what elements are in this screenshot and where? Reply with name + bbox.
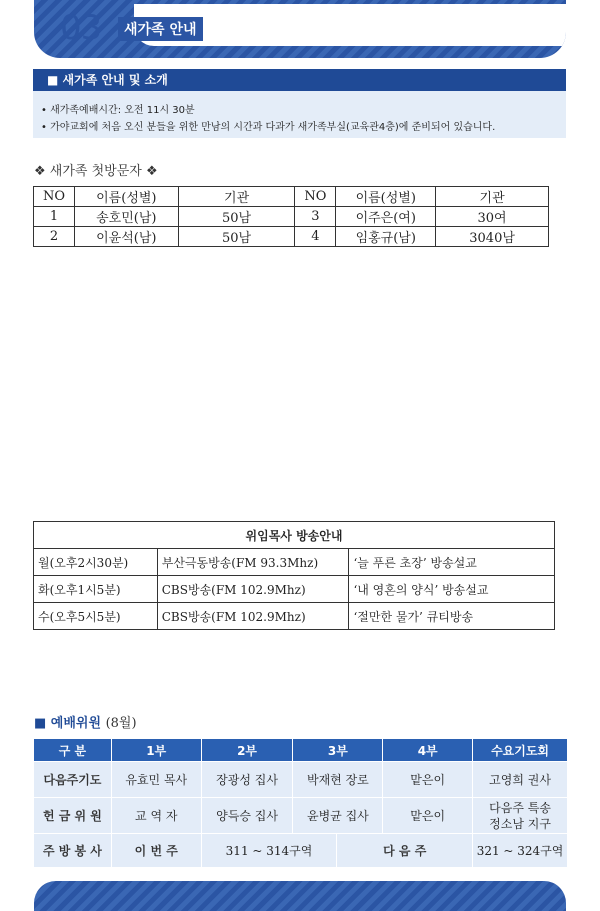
- broadcast-table: [33, 521, 555, 630]
- table-row: [34, 549, 555, 576]
- cell: 수(오후5시5분): [34, 603, 158, 630]
- table-row: [34, 227, 549, 247]
- section-title: 새가족 안내: [118, 17, 203, 41]
- ushers-title: [34, 712, 137, 731]
- cell: 장광성 집사: [201, 762, 293, 798]
- info-line-welcome: • 가야교회에 처음 오신 분들을 위한 만남의 시간과 다과가 새가족부실(교육관4층)에 준비되어 있습니다.: [41, 122, 496, 133]
- this-week-range: 311 ~ 314구역: [201, 834, 337, 868]
- header-cell: 이름(성별): [336, 187, 436, 207]
- cell: 이윤석(남): [74, 227, 178, 247]
- cell: 송호민(남): [74, 207, 178, 227]
- cell: 맡은이: [383, 762, 473, 798]
- cell: 50남: [178, 207, 295, 227]
- next-week-label: 다 음 주: [337, 834, 473, 868]
- cell: 교 역 자: [111, 798, 201, 834]
- table-header-row: [34, 187, 549, 207]
- cell: 4: [295, 227, 336, 247]
- cell: 부산극동방송(FM 93.3Mhz): [157, 549, 349, 576]
- cell: 2: [34, 227, 75, 247]
- next-week-range: 321 ~ 324구역: [473, 834, 568, 868]
- cell: 3040남: [436, 227, 549, 247]
- header-cell: 1부: [111, 739, 201, 762]
- row-label: 주 방 봉 사: [34, 834, 112, 868]
- header-cell: 3부: [293, 739, 383, 762]
- table-row: [34, 603, 555, 630]
- cell: 30여: [436, 207, 549, 227]
- header-cell: 기관: [178, 187, 295, 207]
- header-cell: 기관: [436, 187, 549, 207]
- header-cell: 4부: [383, 739, 473, 762]
- header-cell: 수요기도회: [473, 739, 568, 762]
- ushers-month: (8월): [105, 716, 137, 731]
- cell: CBS방송(FM 102.9Mhz): [157, 576, 349, 603]
- header-cell: 이름(성별): [74, 187, 178, 207]
- header-cell: 구 분: [34, 739, 112, 762]
- cell: 박재현 장로: [293, 762, 383, 798]
- table-row: [34, 576, 555, 603]
- cell: 고영희 권사: [473, 762, 568, 798]
- cell: 다음주 특송 정소남 지구: [473, 798, 568, 834]
- cell: 임홍규(남): [336, 227, 436, 247]
- table-header-row: [34, 739, 568, 762]
- cell: 맡은이: [383, 798, 473, 834]
- cell: ‘절만한 물가’ 큐티방송: [349, 603, 555, 630]
- info-title: ■ 새가족 안내 및 소개: [33, 69, 566, 91]
- cell: CBS방송(FM 102.9Mhz): [157, 603, 349, 630]
- new-family-info-box: [33, 69, 566, 138]
- ushers-table: [33, 738, 568, 868]
- ushers-title-text: ■ 예배위원: [34, 716, 102, 731]
- section-header-banner: [34, 0, 566, 58]
- broadcast-title: 위임목사 방송안내: [34, 522, 555, 549]
- visitors-title: ❖ 새가족 첫방문자 ❖: [34, 164, 158, 179]
- cell: 이주은(여): [336, 207, 436, 227]
- info-line-time: • 새가족예배시간: 오전 11시 30분: [41, 105, 195, 116]
- header-cell: 2부: [201, 739, 293, 762]
- broadcast-title-row: [34, 522, 555, 549]
- table-row: [34, 762, 568, 798]
- row-label: 다음주기도: [34, 762, 112, 798]
- cell: 월(오후2시30분): [34, 549, 158, 576]
- footer-banner: [34, 881, 566, 911]
- cell: 3: [295, 207, 336, 227]
- header-cell: NO: [295, 187, 336, 207]
- cell: 윤병균 집사: [293, 798, 383, 834]
- cell: ‘내 영혼의 양식’ 방송설교: [349, 576, 555, 603]
- cell: 화(오후1시5분): [34, 576, 158, 603]
- table-row: [34, 207, 549, 227]
- cell: 1: [34, 207, 75, 227]
- section-number: 03: [60, 8, 102, 48]
- cell: 50남: [178, 227, 295, 247]
- header-cell: NO: [34, 187, 75, 207]
- table-row: [34, 798, 568, 834]
- cell: ‘늘 푸른 초장’ 방송설교: [349, 549, 555, 576]
- this-week-label: 이 번 주: [111, 834, 201, 868]
- visitors-table: [33, 186, 549, 247]
- cell: 양득승 집사: [201, 798, 293, 834]
- row-label: 헌 금 위 원: [34, 798, 112, 834]
- cell: 유효민 목사: [111, 762, 201, 798]
- kitchen-service-row: [34, 834, 568, 868]
